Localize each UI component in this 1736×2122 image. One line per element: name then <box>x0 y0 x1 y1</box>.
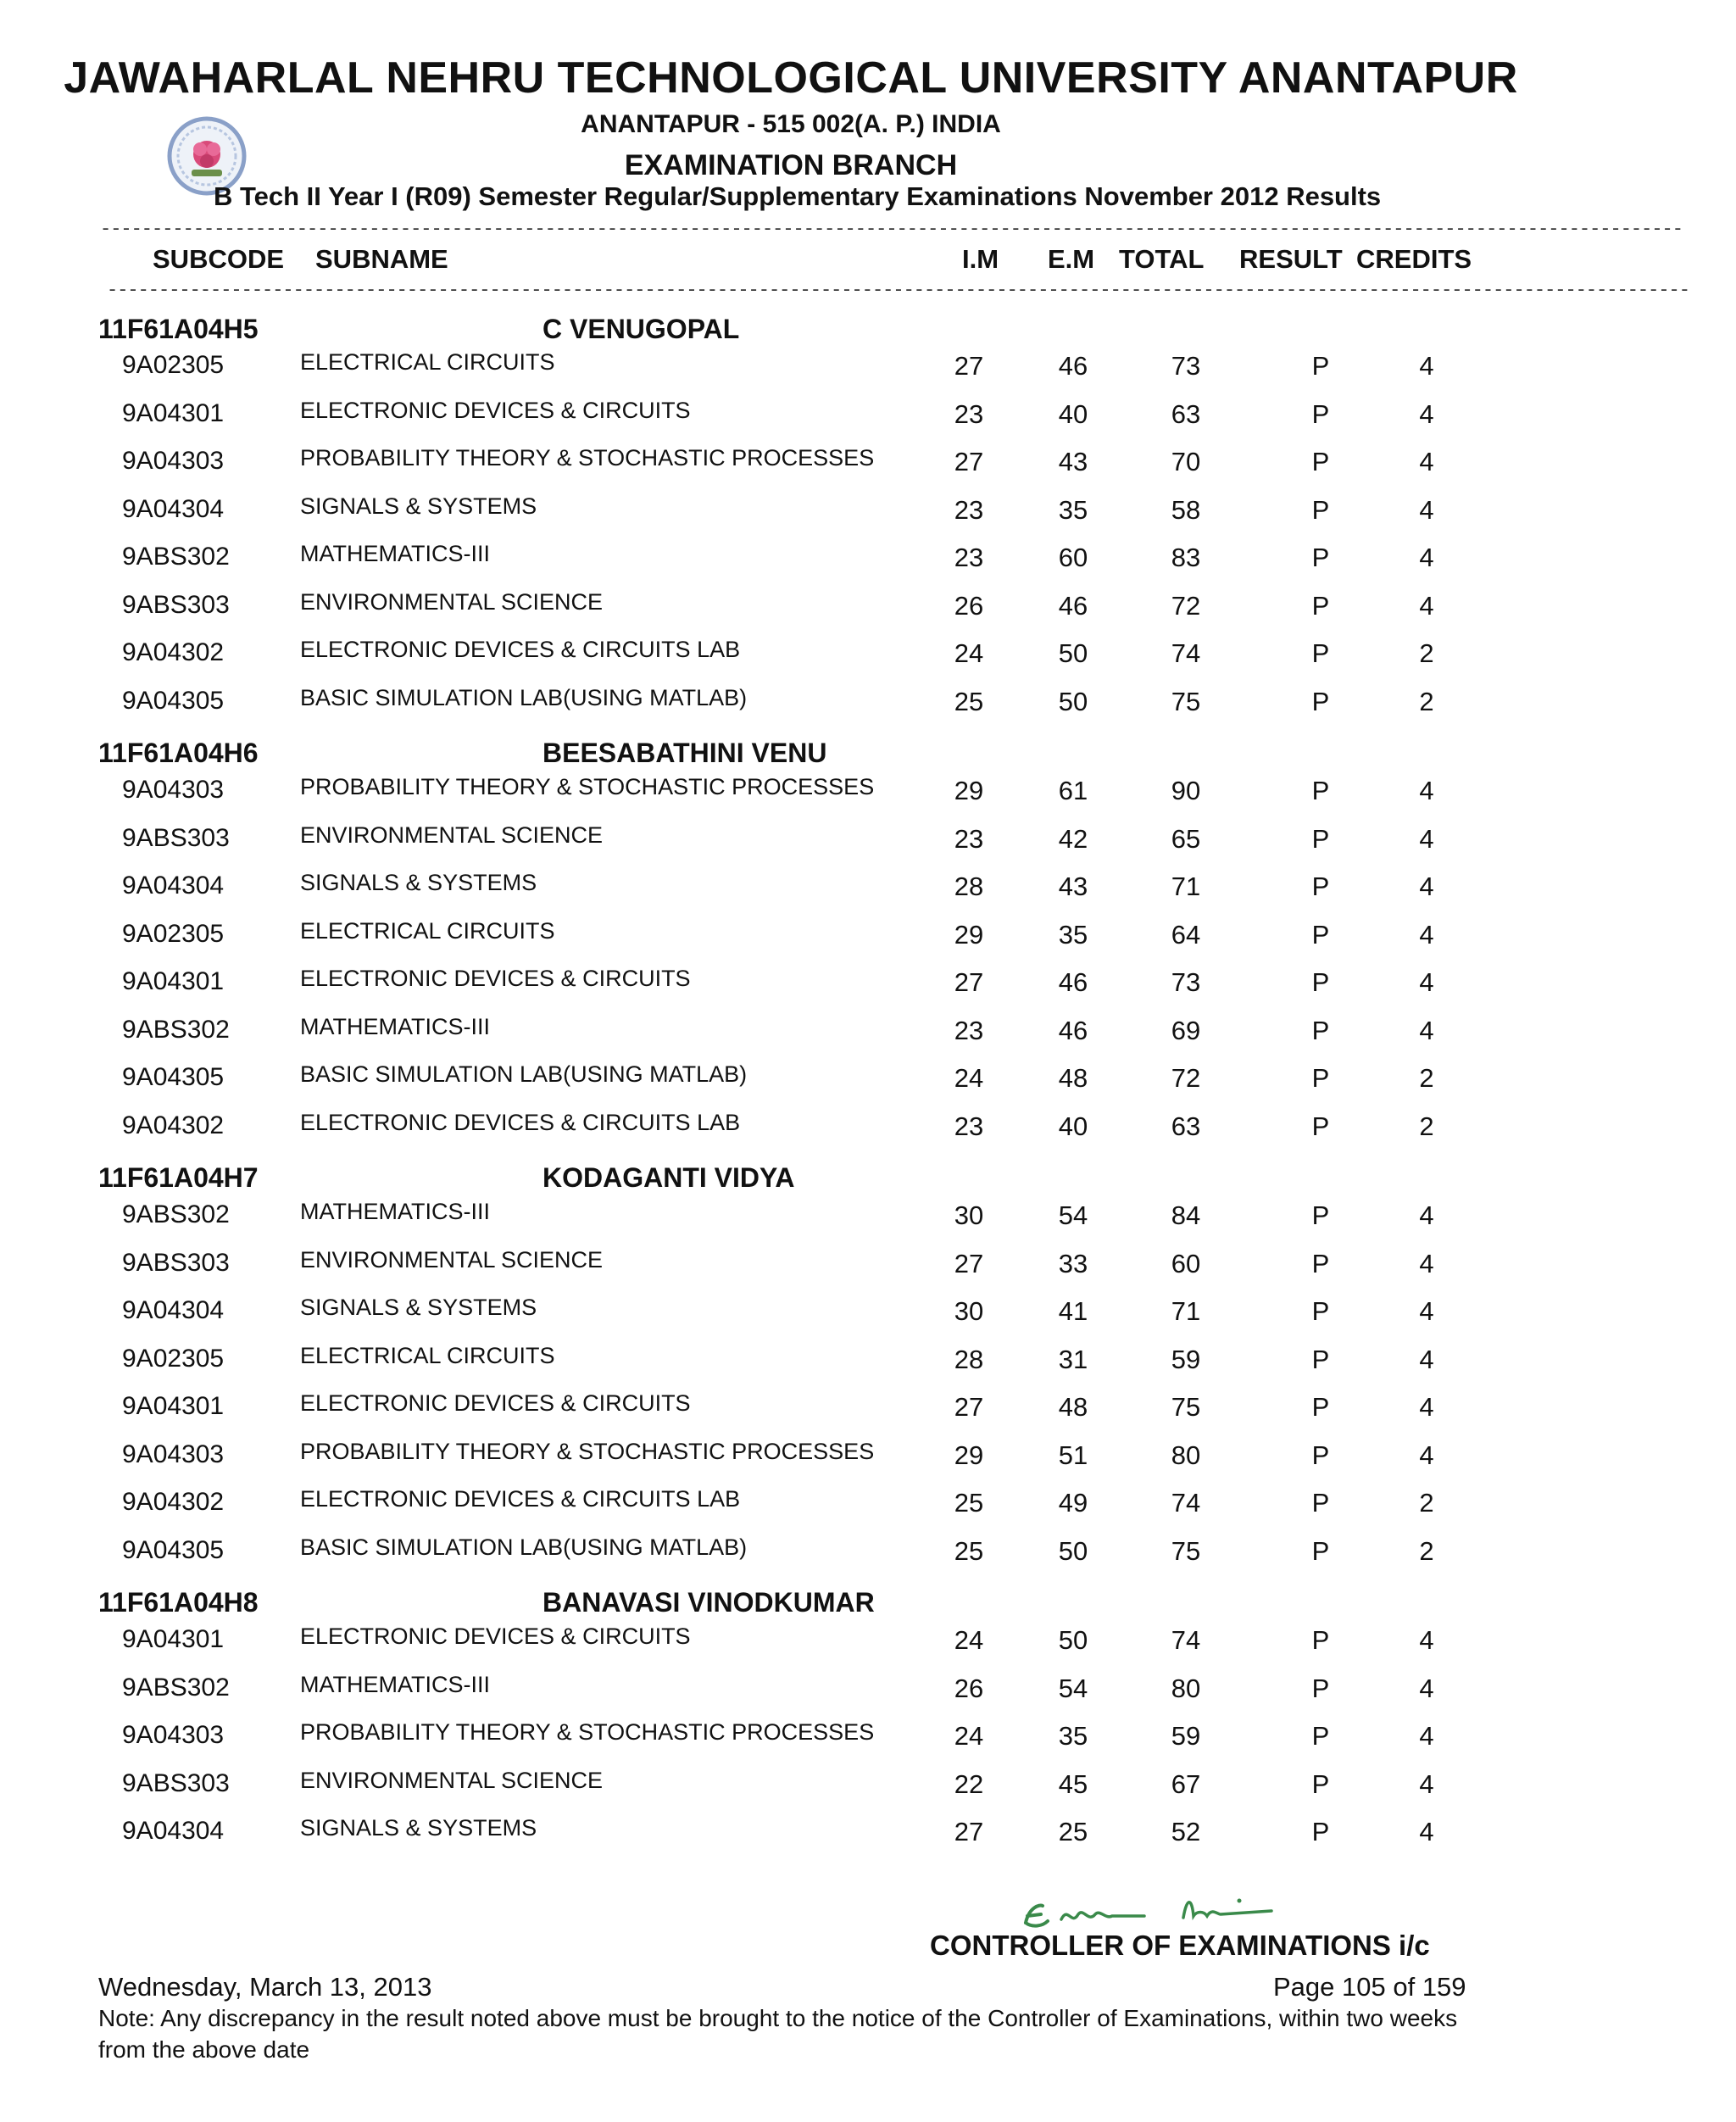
total-marks: 52 <box>1171 1817 1201 1846</box>
result: P <box>1311 1674 1330 1703</box>
subject-name: MATHEMATICS-III <box>300 1672 490 1697</box>
external-marks: 41 <box>1058 1296 1088 1326</box>
credits: 4 <box>1419 1200 1434 1230</box>
total-marks: 73 <box>1171 351 1201 381</box>
credits: 4 <box>1419 591 1434 621</box>
subject-name: SIGNALS & SYSTEMS <box>300 1295 537 1320</box>
result: P <box>1311 1440 1330 1470</box>
external-marks: 35 <box>1058 920 1088 950</box>
subject-name: ELECTRONIC DEVICES & CIRCUITS <box>300 966 691 991</box>
external-marks: 54 <box>1058 1200 1088 1230</box>
subject-name: ELECTRICAL CIRCUITS <box>300 1343 555 1368</box>
credits: 2 <box>1419 1063 1434 1093</box>
total-marks: 80 <box>1171 1440 1201 1470</box>
total-marks: 58 <box>1171 495 1201 525</box>
credits: 4 <box>1419 824 1434 854</box>
credits: 4 <box>1419 1674 1434 1703</box>
external-marks: 40 <box>1058 1111 1088 1141</box>
total-marks: 73 <box>1171 967 1201 997</box>
divider-top: --------------------------------------------------------------------------------------------------------------------------------------------------------- <box>100 219 1683 240</box>
credits: 4 <box>1419 1817 1434 1846</box>
external-marks: 46 <box>1058 967 1088 997</box>
university-name: JAWAHARLAL NEHRU TECHNOLOGICAL UNIVERSITY ANANTAPUR <box>64 53 1518 103</box>
result: P <box>1311 1111 1330 1141</box>
total-marks: 59 <box>1171 1721 1201 1751</box>
external-marks: 54 <box>1058 1674 1088 1703</box>
internal-marks: 25 <box>954 1488 984 1518</box>
credits: 4 <box>1419 776 1434 805</box>
subject-code: 9A04305 <box>122 1063 225 1091</box>
internal-marks: 29 <box>954 776 984 805</box>
university-address: ANANTAPUR - 515 002(A. P.) INDIA <box>581 110 1001 138</box>
external-marks: 25 <box>1058 1817 1088 1846</box>
subject-code: 9ABS303 <box>122 1769 230 1797</box>
total-marks: 60 <box>1171 1249 1201 1278</box>
subject-name: BASIC SIMULATION LAB(USING MATLAB) <box>300 685 748 710</box>
total-marks: 75 <box>1171 1392 1201 1422</box>
subject-name: SIGNALS & SYSTEMS <box>300 870 537 895</box>
subject-code: 9A04304 <box>122 495 225 523</box>
credits: 4 <box>1419 447 1434 476</box>
result: P <box>1311 1721 1330 1751</box>
student-id: 11F61A04H5 <box>98 314 259 344</box>
credits: 2 <box>1419 1111 1434 1141</box>
subject-code: 9ABS302 <box>122 543 230 571</box>
discrepancy-note: Note: Any discrepancy in the result noted above must be brought to the notice of the Controller of Examinations, within two weeks from the above date <box>98 2005 1458 2063</box>
internal-marks: 28 <box>954 872 984 901</box>
credits: 4 <box>1419 543 1434 572</box>
subject-code: 9ABS303 <box>122 1249 230 1277</box>
student-id: 11F61A04H8 <box>98 1587 259 1618</box>
external-marks: 46 <box>1058 591 1088 621</box>
student-id: 11F61A04H7 <box>98 1162 259 1193</box>
subject-name: BASIC SIMULATION LAB(USING MATLAB) <box>300 1061 748 1087</box>
internal-marks: 24 <box>954 1721 984 1751</box>
total-marks: 74 <box>1171 638 1201 668</box>
external-marks: 42 <box>1058 824 1088 854</box>
internal-marks: 30 <box>954 1296 984 1326</box>
result: P <box>1311 824 1330 854</box>
total-marks: 90 <box>1171 776 1201 805</box>
external-marks: 43 <box>1058 447 1088 476</box>
subject-name: ELECTRICAL CIRCUITS <box>300 349 555 375</box>
subject-code: 9A04301 <box>122 967 225 995</box>
subject-name: ELECTRONIC DEVICES & CIRCUITS <box>300 1624 691 1649</box>
subject-name: ENVIRONMENTAL SCIENCE <box>300 1247 604 1273</box>
subject-code: 9A02305 <box>122 1345 225 1373</box>
subject-name: MATHEMATICS-III <box>300 1014 490 1039</box>
result: P <box>1311 1200 1330 1230</box>
subject-name: PROBABILITY THEORY & STOCHASTIC PROCESSES <box>300 445 875 471</box>
result: P <box>1311 1063 1330 1093</box>
subject-code: 9A04303 <box>122 1440 225 1468</box>
total-marks: 63 <box>1171 399 1201 429</box>
total-marks: 80 <box>1171 1674 1201 1703</box>
internal-marks: 27 <box>954 447 984 476</box>
subject-name: ENVIRONMENTAL SCIENCE <box>300 1768 604 1793</box>
external-marks: 50 <box>1058 687 1088 716</box>
credits: 4 <box>1419 1440 1434 1470</box>
credits: 4 <box>1419 1721 1434 1751</box>
subject-code: 9A04301 <box>122 399 225 427</box>
internal-marks: 23 <box>954 543 984 572</box>
credits: 4 <box>1419 1392 1434 1422</box>
credits: 2 <box>1419 687 1434 716</box>
col-header-subname: SUBNAME <box>315 244 448 274</box>
subject-name: ELECTRICAL CIRCUITS <box>300 918 555 944</box>
credits: 4 <box>1419 495 1434 525</box>
subject-code: 9ABS302 <box>122 1200 230 1228</box>
internal-marks: 23 <box>954 824 984 854</box>
divider-header: --------------------------------------------------------------------------------------------------------------------------------------------------------- <box>107 280 1689 301</box>
subject-code: 9A04303 <box>122 776 225 804</box>
external-marks: 46 <box>1058 351 1088 381</box>
external-marks: 50 <box>1058 1625 1088 1655</box>
internal-marks: 27 <box>954 1817 984 1846</box>
subject-name: SIGNALS & SYSTEMS <box>300 493 537 519</box>
credits: 4 <box>1419 920 1434 950</box>
internal-marks: 29 <box>954 1440 984 1470</box>
internal-marks: 23 <box>954 1111 984 1141</box>
subject-name: BASIC SIMULATION LAB(USING MATLAB) <box>300 1534 748 1560</box>
subject-name: ELECTRONIC DEVICES & CIRCUITS <box>300 398 691 423</box>
student-name: KODAGANTI VIDYA <box>542 1162 795 1193</box>
credits: 2 <box>1419 1488 1434 1518</box>
subject-code: 9A04305 <box>122 687 225 715</box>
subject-code: 9ABS303 <box>122 591 230 619</box>
internal-marks: 24 <box>954 1063 984 1093</box>
internal-marks: 27 <box>954 1249 984 1278</box>
total-marks: 75 <box>1171 1536 1201 1566</box>
credits: 4 <box>1419 1296 1434 1326</box>
result: P <box>1311 543 1330 572</box>
internal-marks: 23 <box>954 1016 984 1045</box>
total-marks: 72 <box>1171 1063 1201 1093</box>
subject-code: 9A02305 <box>122 351 225 379</box>
external-marks: 61 <box>1058 776 1088 805</box>
internal-marks: 24 <box>954 638 984 668</box>
subject-code: 9A04301 <box>122 1392 225 1420</box>
result: P <box>1311 776 1330 805</box>
total-marks: 63 <box>1171 1111 1201 1141</box>
result: P <box>1311 399 1330 429</box>
result: P <box>1311 351 1330 381</box>
result: P <box>1311 1536 1330 1566</box>
subject-code: 9A02305 <box>122 920 225 948</box>
subject-name: ENVIRONMENTAL SCIENCE <box>300 822 604 848</box>
student-id: 11F61A04H6 <box>98 738 259 768</box>
subject-code: 9A04305 <box>122 1536 225 1564</box>
controller-signature-title: CONTROLLER OF EXAMINATIONS i/c <box>930 1930 1430 1961</box>
internal-marks: 26 <box>954 591 984 621</box>
total-marks: 67 <box>1171 1769 1201 1799</box>
subject-name: ELECTRONIC DEVICES & CIRCUITS LAB <box>300 637 741 662</box>
internal-marks: 29 <box>954 920 984 950</box>
internal-marks: 25 <box>954 687 984 716</box>
total-marks: 64 <box>1171 920 1201 950</box>
subject-code: 9A04304 <box>122 872 225 899</box>
student-name: BEESABATHINI VENU <box>542 738 827 768</box>
result: P <box>1311 1625 1330 1655</box>
internal-marks: 22 <box>954 1769 984 1799</box>
subject-name: SIGNALS & SYSTEMS <box>300 1815 537 1841</box>
credits: 2 <box>1419 1536 1434 1566</box>
subject-name: MATHEMATICS-III <box>300 1199 490 1224</box>
subject-name: ELECTRONIC DEVICES & CIRCUITS LAB <box>300 1486 741 1512</box>
external-marks: 49 <box>1058 1488 1088 1518</box>
external-marks: 46 <box>1058 1016 1088 1045</box>
total-marks: 70 <box>1171 447 1201 476</box>
subject-code: 9A04301 <box>122 1625 225 1653</box>
total-marks: 75 <box>1171 687 1201 716</box>
subject-code: 9A04302 <box>122 638 225 666</box>
total-marks: 65 <box>1171 824 1201 854</box>
col-header-em: E.M <box>1048 244 1095 274</box>
student-name: BANAVASI VINODKUMAR <box>542 1587 875 1618</box>
credits: 4 <box>1419 351 1434 381</box>
internal-marks: 25 <box>954 1536 984 1566</box>
external-marks: 60 <box>1058 543 1088 572</box>
total-marks: 74 <box>1171 1488 1201 1518</box>
internal-marks: 27 <box>954 351 984 381</box>
credits: 4 <box>1419 872 1434 901</box>
result: P <box>1311 687 1330 716</box>
subject-code: 9ABS302 <box>122 1016 230 1044</box>
result: P <box>1311 967 1330 997</box>
credits: 4 <box>1419 1625 1434 1655</box>
external-marks: 50 <box>1058 638 1088 668</box>
result: P <box>1311 1817 1330 1846</box>
internal-marks: 27 <box>954 967 984 997</box>
credits: 4 <box>1419 399 1434 429</box>
col-header-im: I.M <box>962 244 999 274</box>
external-marks: 31 <box>1058 1345 1088 1374</box>
internal-marks: 28 <box>954 1345 984 1374</box>
external-marks: 33 <box>1058 1249 1088 1278</box>
internal-marks: 30 <box>954 1200 984 1230</box>
internal-marks: 24 <box>954 1625 984 1655</box>
exam-title: B Tech II Year I (R09) Semester Regular/Supplementary Examinations November 2012 Results <box>214 181 1382 211</box>
internal-marks: 27 <box>954 1392 984 1422</box>
result: P <box>1311 1296 1330 1326</box>
subject-name: ELECTRONIC DEVICES & CIRCUITS LAB <box>300 1110 741 1135</box>
external-marks: 40 <box>1058 399 1088 429</box>
internal-marks: 23 <box>954 399 984 429</box>
print-date: Wednesday, March 13, 2013 <box>98 1972 432 2002</box>
result: P <box>1311 591 1330 621</box>
result: P <box>1311 1016 1330 1045</box>
subject-code: 9A04303 <box>122 1721 225 1749</box>
page-number: Page 105 of 159 <box>1273 1972 1466 2002</box>
external-marks: 48 <box>1058 1063 1088 1093</box>
subject-name: ELECTRONIC DEVICES & CIRCUITS <box>300 1390 691 1416</box>
external-marks: 50 <box>1058 1536 1088 1566</box>
external-marks: 45 <box>1058 1769 1088 1799</box>
credits: 4 <box>1419 967 1434 997</box>
result: P <box>1311 920 1330 950</box>
result: P <box>1311 872 1330 901</box>
student-name: C VENUGOPAL <box>542 314 740 344</box>
total-marks: 71 <box>1171 872 1201 901</box>
result: P <box>1311 1488 1330 1518</box>
subject-code: 9ABS303 <box>122 824 230 852</box>
total-marks: 59 <box>1171 1345 1201 1374</box>
result: P <box>1311 447 1330 476</box>
credits: 4 <box>1419 1016 1434 1045</box>
col-header-subcode: SUBCODE <box>153 244 285 274</box>
col-header-result: RESULT <box>1239 244 1343 274</box>
subject-name: PROBABILITY THEORY & STOCHASTIC PROCESSES <box>300 774 875 799</box>
result: P <box>1311 495 1330 525</box>
col-header-credits: CREDITS <box>1356 244 1472 274</box>
subject-code: 9A04304 <box>122 1296 225 1324</box>
result: P <box>1311 1392 1330 1422</box>
external-marks: 48 <box>1058 1392 1088 1422</box>
external-marks: 35 <box>1058 495 1088 525</box>
total-marks: 72 <box>1171 591 1201 621</box>
credits: 4 <box>1419 1345 1434 1374</box>
credits: 4 <box>1419 1769 1434 1799</box>
internal-marks: 26 <box>954 1674 984 1703</box>
result: P <box>1311 1249 1330 1278</box>
total-marks: 71 <box>1171 1296 1201 1326</box>
external-marks: 43 <box>1058 872 1088 901</box>
subject-name: MATHEMATICS-III <box>300 541 490 566</box>
subject-code: 9A04303 <box>122 447 225 475</box>
subject-name: ENVIRONMENTAL SCIENCE <box>300 589 604 615</box>
total-marks: 83 <box>1171 543 1201 572</box>
subject-code: 9A04302 <box>122 1488 225 1516</box>
examination-branch: EXAMINATION BRANCH <box>624 149 958 181</box>
subject-code: 9ABS302 <box>122 1674 230 1701</box>
subject-name: PROBABILITY THEORY & STOCHASTIC PROCESSES <box>300 1719 875 1745</box>
internal-marks: 23 <box>954 495 984 525</box>
result: P <box>1311 1769 1330 1799</box>
external-marks: 35 <box>1058 1721 1088 1751</box>
credits: 2 <box>1419 638 1434 668</box>
subject-name: PROBABILITY THEORY & STOCHASTIC PROCESSES <box>300 1439 875 1464</box>
result: P <box>1311 1345 1330 1374</box>
col-header-total: TOTAL <box>1119 244 1205 274</box>
credits: 4 <box>1419 1249 1434 1278</box>
subject-code: 9A04304 <box>122 1817 225 1845</box>
subject-code: 9A04302 <box>122 1111 225 1139</box>
result: P <box>1311 638 1330 668</box>
total-marks: 74 <box>1171 1625 1201 1655</box>
external-marks: 51 <box>1058 1440 1088 1470</box>
total-marks: 69 <box>1171 1016 1201 1045</box>
total-marks: 84 <box>1171 1200 1201 1230</box>
